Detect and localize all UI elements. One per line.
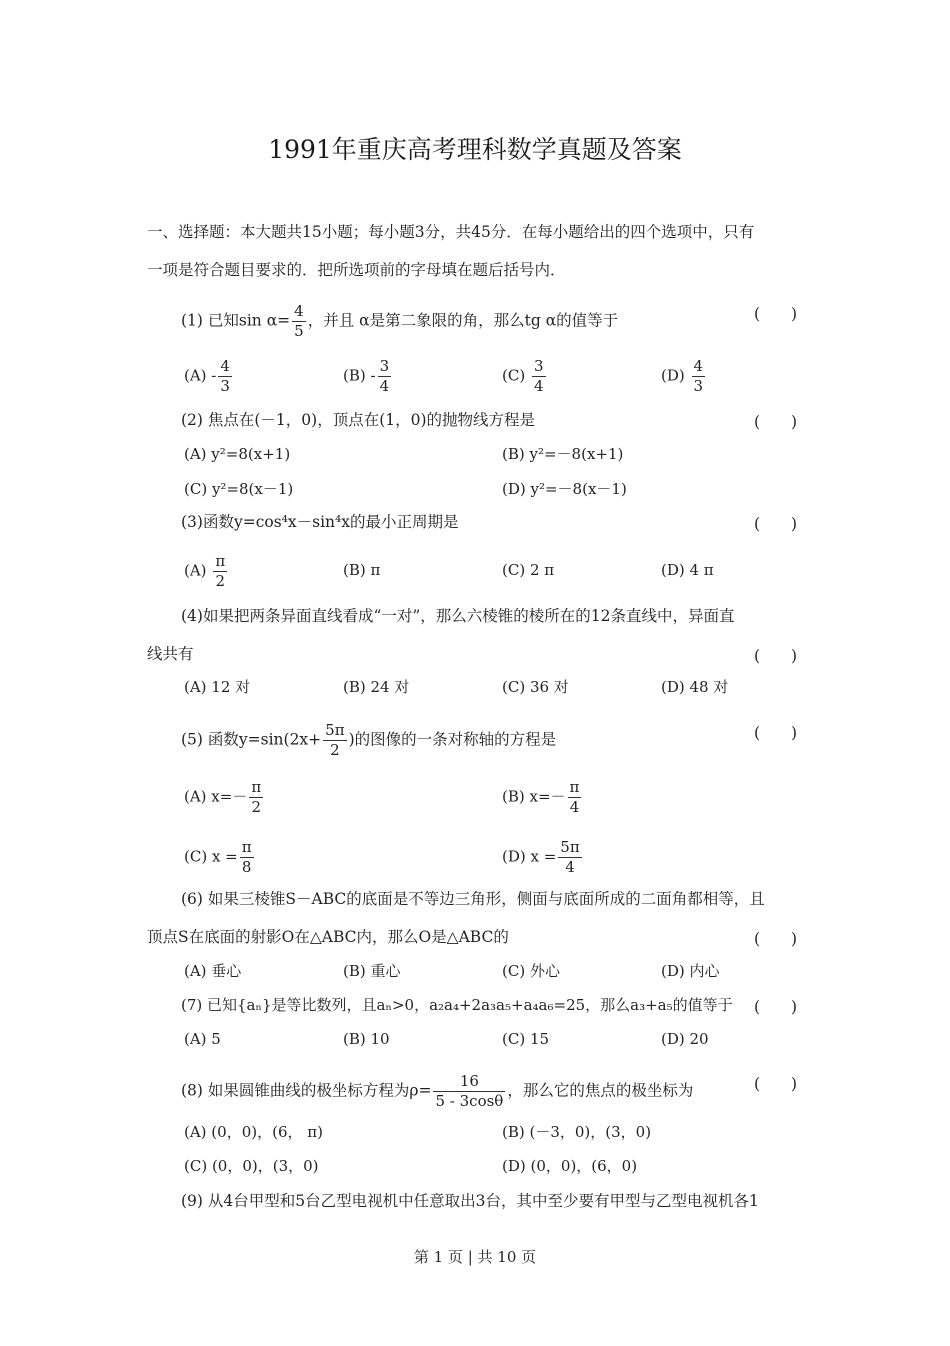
q7-option-b: (B) 10 (343, 1030, 390, 1048)
q1-prefix: (1) 已知sin α= (181, 311, 291, 330)
section-instructions-line1: 一、选择题：本大题共15小题；每小题3分，共45分．在每小题给出的四个选项中，只有 (147, 223, 755, 241)
q6-option-b: (B) 重心 (343, 962, 401, 980)
q1-option-d: (D) $\frac{4}{3}$ (661, 357, 704, 395)
q1-option-c: (C) $\frac{3}{4}$ (502, 357, 544, 395)
q3-option-c: (C) 2 π (502, 561, 555, 579)
answer-bracket-q3: ( ) (754, 515, 798, 533)
q5-option-a: (A) x=－ $\frac{\pi}{2}$ (184, 778, 262, 816)
q8-option-b: (B) (－3，0)，(3，0) (502, 1123, 652, 1141)
answer-bracket-q7: ( ) (754, 998, 798, 1016)
question-4-line1: (4)如果把两条异面直线看成“一对”，那么六棱锥的棱所在的12条直线中，异面直 (181, 607, 735, 625)
q2-option-b: (B) y²=－8(x+1) (502, 445, 624, 463)
q8-option-a: (A) (0，0)，(6， π) (184, 1123, 323, 1141)
question-1 (181, 302, 618, 341)
question-6-line1: (6) 如果三棱锥S－ABC的底面是不等边三角形，侧面与底面所成的二面角都相等，且 (181, 890, 765, 908)
q5-option-d: (D) x = $\frac{5\pi}{4}$ (502, 838, 580, 876)
q1-suffix: ，并且 α是第二象限的角，那么tg α的值等于 (307, 311, 619, 330)
question-7: (7) 已知{aₙ}是等比数列，且aₙ>0，a₂a₄+2a₃a₅+a₄a₆=25，那么a₃+a₅的值等于 (181, 996, 733, 1014)
question-6-line2: 顶点S在底面的射影O在△ABC内，那么O是△ABC的 (147, 928, 509, 946)
q4-option-d: (D) 48 对 (661, 678, 729, 696)
q4-option-c: (C) 36 对 (502, 678, 569, 696)
q2-option-d: (D) y²=－8(x－1) (502, 480, 627, 498)
answer-bracket-q4: ( ) (754, 647, 798, 665)
answer-bracket-q2: ( ) (754, 413, 798, 431)
q3-option-a: (A) $\frac{\pi}{2}$ (184, 552, 226, 590)
q7-option-a: (A) 5 (184, 1030, 221, 1048)
q7-option-c: (C) 15 (502, 1030, 550, 1048)
q3-option-d: (D) 4 π (661, 561, 714, 579)
page-title: 1991年重庆高考理科数学真题及答案 (268, 135, 682, 164)
answer-bracket-q6: ( ) (754, 930, 798, 948)
q7-option-d: (D) 20 (661, 1030, 709, 1048)
q4-option-b: (B) 24 对 (343, 678, 410, 696)
q5-option-c: (C) x = $\frac{\pi}{8}$ (184, 838, 252, 876)
q3-option-b: (B) π (343, 561, 381, 579)
q6-option-c: (C) 外心 (502, 962, 560, 980)
question-2: (2) 焦点在(－1，0)，顶点在(1，0)的抛物线方程是 (181, 411, 536, 429)
section-instructions-line2: 一项是符合题目要求的．把所选项前的字母填在题后括号内． (147, 261, 566, 279)
q5-option-b: (B) x=－ $\frac{\pi}{4}$ (502, 778, 580, 816)
page-footer: 第 1 页 | 共 10 页 (413, 1248, 537, 1266)
q2-option-c: (C) y²=8(x－1) (184, 480, 294, 498)
q1-option-b: (B) - $\frac{3}{4}$ (343, 357, 390, 395)
q1-option-a: (A) - $\frac{4}{3}$ (184, 357, 230, 395)
answer-bracket-q5: ( ) (754, 724, 798, 742)
answer-bracket-q1: ( ) (754, 305, 798, 323)
q8-option-c: (C) (0，0)，(3，0) (184, 1157, 319, 1175)
answer-bracket-q8: ( ) (754, 1075, 798, 1093)
q6-option-d: (D) 内心 (661, 962, 720, 980)
q4-option-a: (A) 12 对 (184, 678, 251, 696)
question-3: (3)函数y=cos⁴x－sin⁴x的最小正周期是 (181, 513, 459, 531)
q2-option-a: (A) y²=8(x+1) (184, 445, 291, 463)
question-4-line2: 线共有 (147, 645, 194, 663)
q6-option-a: (A) 垂心 (184, 962, 242, 980)
question-9: (9) 从4台甲型和5台乙型电视机中任意取出3台，其中至少要有甲型与乙型电视机各1 (181, 1192, 759, 1210)
question-8: (8) 如果圆锥曲线的极坐标方程为ρ= $\frac{16}{5 - 3\cos\theta}$ ，那么它的焦点的极坐标为 (181, 1072, 694, 1110)
q8-option-d: (D) (0，0)，(6，0) (502, 1157, 638, 1175)
question-5: (5) 函数y=sin(2x+ $\frac{5\pi}{2}$ )的图像的一条对称轴的方程是 (181, 721, 557, 759)
q1-fraction: $\frac{4}{5}$ (294, 302, 304, 340)
